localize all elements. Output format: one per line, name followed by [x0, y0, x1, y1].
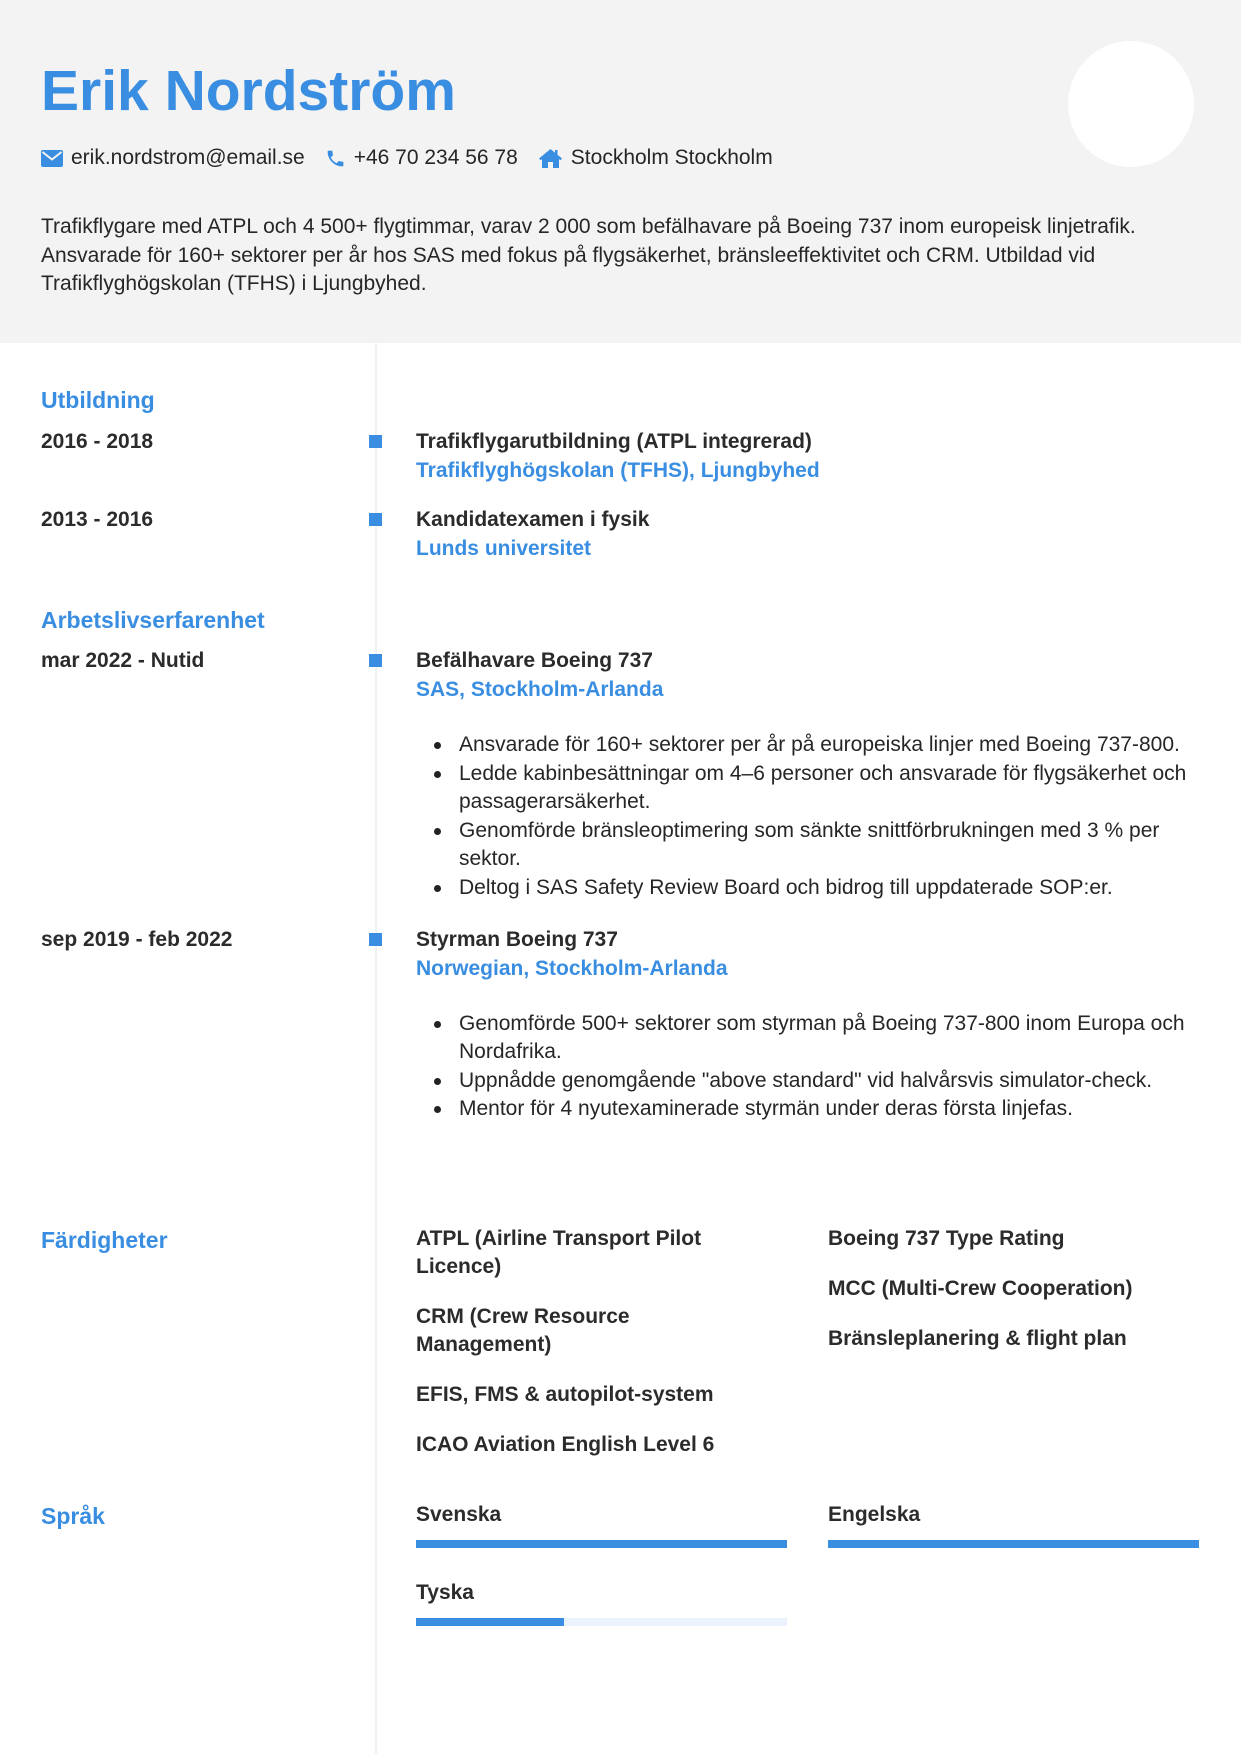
achievement-text: Genomförde 500+ sektorer som styrman på Boeing 737-800 inom Europa och Nordafrika. [459, 1011, 1185, 1064]
skill-item: Bränsleplanering & flight plan [828, 1327, 1127, 1350]
skills-grid [416, 1225, 1198, 1481]
contact-phone [325, 144, 518, 172]
contact-location [538, 144, 773, 172]
language-item [416, 1579, 787, 1626]
skill-item: EFIS, FMS & autopilot-system [416, 1383, 714, 1406]
language-level-bar [416, 1618, 787, 1626]
section-heading-languages: Språk [41, 1503, 105, 1529]
skill-item: CRM (Crew Resource Management) [416, 1305, 630, 1356]
phone-icon [325, 148, 346, 169]
entry-dates: 2013 - 2016 [41, 508, 154, 531]
email-text: erik.nordstrom@email.se [71, 146, 305, 169]
header [0, 0, 1241, 343]
entry-dates: mar 2022 - Nutid [41, 649, 205, 672]
timeline-marker [369, 435, 382, 448]
envelope-icon [41, 150, 63, 167]
achievement-item [416, 1010, 1204, 1067]
skill-item: Boeing 737 Type Rating [828, 1227, 1065, 1250]
language-level-fill [416, 1540, 787, 1548]
bullet-icon [434, 1106, 441, 1113]
section-heading-experience: Arbetslivserfarenhet [41, 607, 265, 633]
section-heading-education: Utbildning [41, 387, 155, 413]
skills-column-1 [416, 1225, 828, 1481]
achievement-text: Genomförde bränsleoptimering som sänkte snittförbrukningen med 3 % per sektor. [459, 818, 1160, 871]
contact-row [41, 144, 793, 172]
bullet-icon [434, 742, 441, 749]
education-list [0, 427, 1241, 583]
home-icon [538, 148, 563, 169]
achievement-item [416, 760, 1204, 817]
entry-organization: Lunds universitet [416, 537, 592, 560]
language-name: Tyska [416, 1581, 474, 1604]
entry-title: Kandidatexamen i fysik [416, 508, 650, 531]
languages-grid [416, 1501, 1199, 1626]
experience-entry [0, 646, 1241, 903]
achievement-item [416, 817, 1204, 874]
bullet-icon [434, 1078, 441, 1085]
skill-item: ICAO Aviation English Level 6 [416, 1433, 715, 1456]
language-level-bar [416, 1540, 787, 1548]
language-level-fill [416, 1618, 564, 1626]
timeline-marker [369, 513, 382, 526]
contact-email [41, 144, 305, 172]
photo-placeholder [1068, 41, 1194, 167]
entry-body [416, 925, 1204, 1124]
skills-column-2 [828, 1225, 1198, 1481]
entry-organization: SAS, Stockholm-Arlanda [416, 678, 664, 701]
achievement-text: Ansvarade för 160+ sektorer per år på europeiska linjer med Boeing 737-800. [459, 733, 1180, 756]
entry-organization: Trafikflyghögskolan (TFHS), Ljungbyhed [416, 459, 820, 482]
entry-title: Trafikflygarutbildning (ATPL integrerad) [416, 430, 812, 453]
phone-text: +46 70 234 56 78 [353, 146, 518, 169]
language-item [416, 1501, 787, 1548]
achievement-list [416, 1010, 1204, 1124]
timeline-marker [369, 654, 382, 667]
achievement-text: Uppnådde genomgående "above standard" vid halvårsvis simulator-check. [459, 1068, 1153, 1092]
language-level-bar [828, 1540, 1199, 1548]
entry-dates: sep 2019 - feb 2022 [41, 927, 233, 951]
profile-summary: Trafikflygare med ATPL och 4 500+ flygtimmar, varav 2 000 som befälhavare på Boeing 737 inom europeisk linjetrafik. Ansvarade för 160+ sektorer per år hos SAS med fokus på flygsäkerhet, bränsleeffektivitet och CRM. Utbildad vid Trafikflyghögskolan (TFHS) i Ljungbyhed. [41, 215, 1136, 295]
skill-item: MCC (Multi-Crew Cooperation) [828, 1277, 1133, 1300]
education-entry [0, 505, 1241, 563]
entry-body [416, 646, 1204, 903]
achievement-item [416, 731, 1204, 760]
education-entry [0, 427, 1241, 485]
achievement-item [416, 1095, 1204, 1124]
bullet-icon [434, 771, 441, 778]
entry-dates: 2016 - 2018 [41, 430, 154, 453]
entry-title: Befälhavare Boeing 737 [416, 649, 653, 672]
language-name: Svenska [416, 1503, 502, 1526]
achievement-text: Deltog i SAS Safety Review Board och bidrog till uppdaterade SOP:er. [459, 875, 1113, 899]
bullet-icon [434, 885, 441, 892]
entry-organization: Norwegian, Stockholm-Arlanda [416, 956, 728, 980]
achievement-text: Ledde kabinbesättningar om 4–6 personer och ansvarade för flygsäkerhet och passagerarsäkerhet. [459, 761, 1187, 814]
experience-list [0, 646, 1241, 1146]
bullet-icon [434, 828, 441, 835]
language-name: Engelska [828, 1503, 921, 1526]
entry-title: Styrman Boeing 737 [416, 927, 618, 951]
candidate-name: Erik Nordström [41, 59, 456, 123]
skill-item: ATPL (Airline Transport Pilot Licence) [416, 1227, 702, 1278]
language-level-fill [828, 1540, 1199, 1548]
achievement-item [416, 874, 1204, 903]
achievement-item [416, 1067, 1204, 1096]
bullet-icon [434, 1021, 441, 1028]
entry-body [416, 427, 1204, 485]
experience-entry [0, 925, 1241, 1124]
entry-body [416, 505, 1204, 563]
achievement-list [416, 731, 1204, 903]
timeline-marker [369, 933, 382, 946]
language-item [828, 1501, 1199, 1548]
section-heading-skills: Färdigheter [41, 1227, 168, 1253]
achievement-text: Mentor för 4 nyutexaminerade styrmän under deras första linjefas. [459, 1097, 1073, 1121]
location-text: Stockholm Stockholm [570, 146, 773, 169]
